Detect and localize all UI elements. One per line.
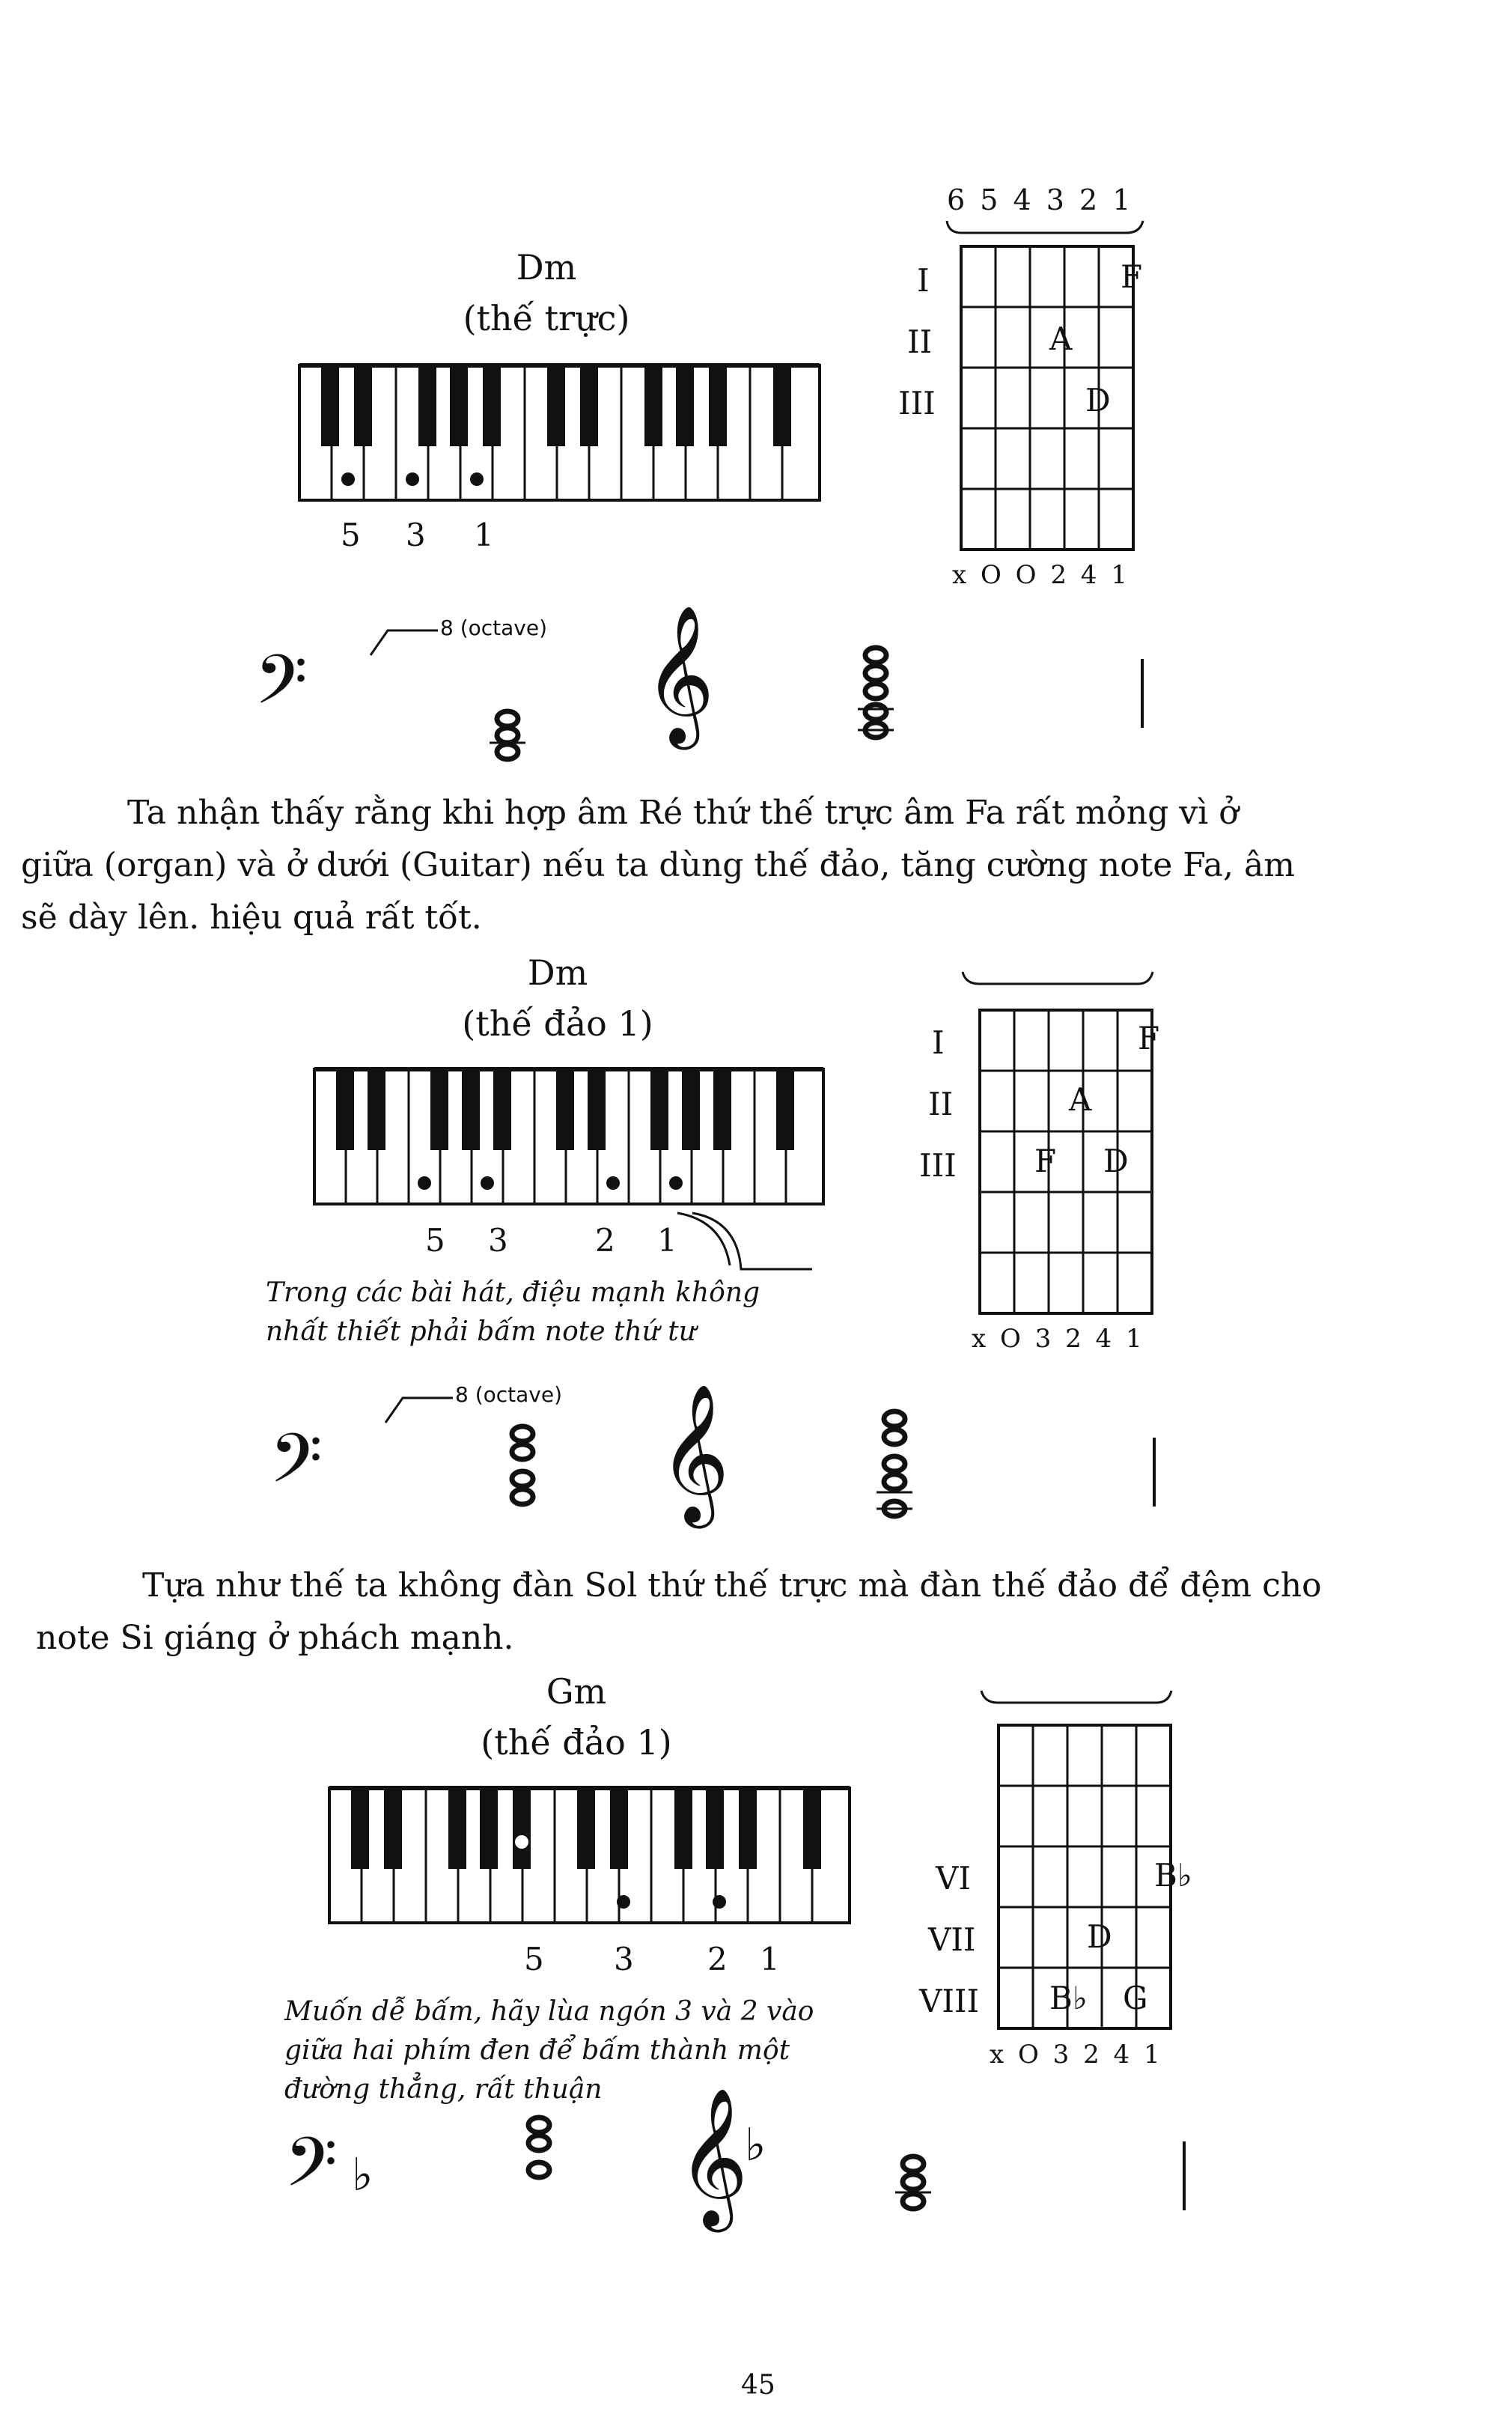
guitar-note: A [1069, 1081, 1092, 1118]
chord-subtitle-2: (thế đảo 1) [462, 1003, 653, 1044]
guitar-fretboard-2 [977, 1007, 1156, 1322]
guitar-note: D [1103, 1143, 1129, 1179]
paragraph-line: note Si giáng ở phách mạnh. [36, 1619, 514, 1657]
string-states: x O 3 2 4 1 [972, 1324, 1142, 1354]
chord-title-2: Dm [527, 952, 588, 993]
finger-number: 2 [707, 1941, 728, 1977]
guitar-note: F [1121, 258, 1143, 295]
chord-title-1: Dm [516, 247, 577, 288]
fret-label: VI [936, 1860, 971, 1897]
paragraph-line: sẽ dày lên. hiệu quả rất tốt. [21, 899, 482, 937]
treble-clef-icon: 𝄞 [644, 604, 715, 744]
chord-notes [872, 1404, 917, 1527]
fret-label: III [898, 385, 936, 422]
string-states: x O 3 2 4 1 [990, 2040, 1160, 2070]
paragraph-line: Ta nhận thấy rằng khi hợp âm Ré thứ thế trực âm Fa rất mỏng vì ở [127, 794, 1239, 832]
note-line: Trong các bài hát, điệu mạnh không [266, 1277, 760, 1308]
guitar-note: F [1138, 1020, 1160, 1056]
paragraph-line: Tựa như thế ta không đàn Sol thứ thế trực mà đàn thế đảo để đệm cho [142, 1566, 1322, 1605]
finger-number: 5 [524, 1941, 544, 1977]
finger-number: 5 [341, 517, 361, 553]
guitar-fretboard-1 [958, 243, 1138, 558]
octave-label: 8 (octave) [440, 615, 548, 640]
bass-clef-icon: 𝄢 [284, 2123, 338, 2219]
fret-label: VIII [919, 1983, 980, 2019]
guitar-note: D [1087, 1918, 1112, 1955]
chord-notes [853, 640, 898, 760]
fret-label: III [919, 1147, 957, 1184]
note-line: nhất thiết phải bấm note thứ tư [266, 1316, 696, 1347]
string-numbers: 6 5 4 3 2 1 [947, 183, 1134, 216]
treble-clef-icon: 𝄞 [659, 1382, 730, 1522]
chord-subtitle-3: (thế đảo 1) [481, 1722, 672, 1763]
string-bracket [977, 1685, 1179, 1722]
finger-number: 1 [474, 517, 494, 553]
fret-label: II [907, 323, 933, 360]
bass-clef-icon: 𝄢 [269, 1419, 323, 1515]
piano-keyboard-2 [311, 1063, 835, 1213]
fret-label: I [917, 262, 930, 299]
string-states: x O O 2 4 1 [952, 560, 1127, 590]
flat-icon: ♭ [352, 2149, 374, 2201]
finger-number: 1 [657, 1222, 677, 1259]
note-line: giữa hai phím đen để bấm thành một [284, 2035, 790, 2066]
guitar-note: G [1123, 1980, 1148, 2016]
finger-number: 5 [425, 1222, 445, 1259]
string-bracket [958, 966, 1160, 1003]
finger-number: 3 [488, 1222, 508, 1259]
bar-line [1153, 1438, 1156, 1507]
guitar-note: A [1049, 320, 1073, 357]
chord-subtitle-1: (thế trực) [463, 298, 630, 338]
bass-clef-icon: 𝄢 [254, 640, 308, 736]
guitar-note: D [1085, 382, 1111, 419]
page-number: 45 [741, 2370, 775, 2401]
piano-keyboard-1 [296, 359, 835, 509]
guitar-note: B♭ [1154, 1857, 1192, 1894]
chord-notes [516, 2110, 561, 2192]
finger-number: 2 [595, 1222, 615, 1259]
bar-line [1183, 2141, 1186, 2210]
flat-icon: ♭ [745, 2119, 766, 2171]
paragraph-line: giữa (organ) và ở dưới (Guitar) nếu ta dùng thế đảo, tăng cường note Fa, âm [21, 846, 1295, 884]
finger-number: 1 [760, 1941, 780, 1977]
bar-line [1141, 659, 1144, 728]
chord-title-3: Gm [546, 1671, 607, 1712]
guitar-note: B♭ [1049, 1980, 1088, 2016]
fret-label: VII [928, 1921, 976, 1958]
chord-notes [500, 1419, 545, 1516]
fret-label: II [928, 1086, 954, 1122]
note-line: đường thẳng, rất thuận [284, 2074, 603, 2105]
finger-number: 3 [614, 1941, 634, 1977]
note-line: Muốn dễ bấm, hãy lùa ngón 3 và 2 vào [284, 1996, 814, 2027]
chord-notes [891, 2149, 936, 2224]
piano-keyboard-3 [326, 1782, 865, 1932]
octave-label: 8 (octave) [455, 1382, 563, 1407]
treble-clef-icon: 𝄞 [677, 2086, 749, 2226]
guitar-note: F [1034, 1143, 1057, 1179]
finger-number: 3 [406, 517, 426, 553]
chord-notes [485, 704, 530, 771]
fret-label: I [932, 1024, 945, 1061]
